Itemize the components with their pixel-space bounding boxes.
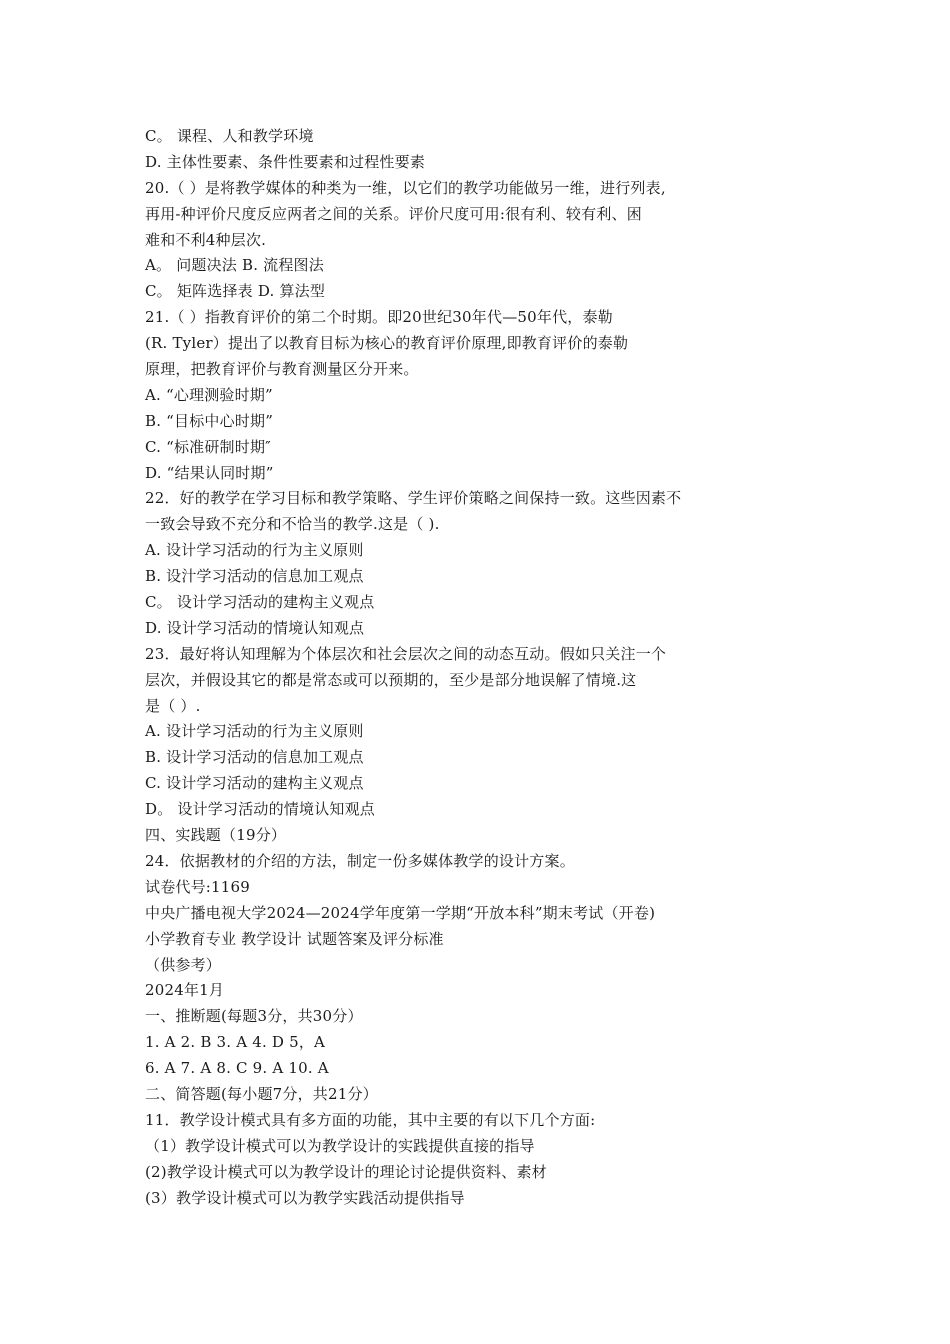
- answer-line: 1. A 2. B 3. A 4. D 5，A: [145, 1033, 326, 1052]
- option-line: C. 设计学习活动的建构主义观点: [145, 774, 364, 793]
- option-line: D。 设计学习活动的情境认知观点: [145, 800, 375, 819]
- answer-11-line: (2)教学设计模式可以为教学设计的理论讨论提供资料、素材: [145, 1162, 547, 1181]
- question-23-line: 层次，并假设其它的都是常态或可以预期的，至少是部分地误解了情境.这: [145, 670, 637, 689]
- option-line: B. 设计学习活动的信息加工观点: [145, 748, 364, 767]
- option-line: C。 课程、人和教学环境: [145, 127, 314, 145]
- option-line: A. 设计学习活动的行为主义原则: [145, 722, 364, 741]
- question-22-line: 一致会导致不充分和不恰当的教学.这是（ ).: [145, 515, 440, 534]
- answer-11-line: (3）教学设计模式可以为教学实践活动提供指导: [145, 1188, 465, 1207]
- reference-note: （供参考）: [145, 955, 222, 974]
- question-21-line: 21.（ ）指教育评价的第二个时期。即20世纪30年代—50年代，泰勒: [145, 308, 613, 327]
- option-line: D. 设计学习活动的情境认知观点: [145, 618, 365, 637]
- question-22-line: 22．好的教学在学习目标和教学策略、学生评价策略之间保持一致。这些因素不: [145, 489, 682, 508]
- answer-key-title: 中央广播电视大学2024—2024学年度第一学期“开放本科”期末考试（开卷): [145, 903, 656, 922]
- question-21-line: 原理，把教育评价与教育测量区分开来。: [145, 360, 419, 379]
- answer-key-subtitle: 小学教育专业 教学设计 试题答案及评分标准: [145, 929, 444, 948]
- option-line: C。 矩阵选择表 D. 算法型: [145, 282, 326, 301]
- answer-11-line: 11．教学设计模式具有多方面的功能，其中主要的有以下几个方面:: [145, 1110, 596, 1129]
- question-20-line: 20.（ ）是将教学媒体的种类为一维，以它们的教学功能做另一维，进行列表,: [145, 178, 666, 197]
- option-line: D. 主体性要素、条件性要素和过程性要素: [145, 152, 426, 171]
- answer-11-line: （1）教学设计模式可以为教学设计的实践提供直接的指导: [145, 1136, 535, 1155]
- question-24-line: 24．依据教材的介绍的方法，制定一份多媒体教学的设计方案。: [145, 851, 575, 870]
- option-line: B. 设汁学习活动的信息加工观点: [145, 567, 364, 586]
- question-20-line: 再用-种评价尺度反应两者之间的关系。评价尺度可用:很有利、较有利、困: [145, 204, 642, 223]
- option-line: C。 设计学习活动的建构主义观点: [145, 593, 375, 612]
- option-line: A. 设计学习活动的行为主义原则: [145, 541, 364, 560]
- option-line: A。 问题决法 B. 流程图法: [145, 256, 324, 275]
- question-23-line: 23．最好将认知理解为个体层次和社会层次之间的动态互动。假如只关注一个: [145, 644, 667, 663]
- option-line: B. “目标中心时期”: [145, 411, 274, 430]
- question-20-line: 难和不利4种层次.: [145, 230, 267, 249]
- section-heading: 一、推断题(每题3分，共30分）: [145, 1007, 363, 1026]
- question-23-line: 是（ ）.: [145, 696, 201, 715]
- section-heading: 二、简答题(每小题7分，共21分）: [145, 1084, 378, 1103]
- option-line: D. “结果认同时期”: [145, 463, 274, 482]
- option-line: C. “标准研制时期″: [145, 437, 271, 456]
- answer-key-date: 2024年1月: [145, 981, 225, 1000]
- paper-code: 试卷代号:1169: [145, 877, 251, 896]
- section-heading: 四、实践题（19分）: [145, 826, 287, 845]
- question-21-line: (R. Tyler）提出了以教育目标为核心的教育评价原理,即教育评价的泰勒: [145, 334, 629, 353]
- option-line: A. “心理测验时期”: [145, 385, 273, 404]
- document-body: [145, 124, 745, 1211]
- answer-line: 6. A 7. A 8. C 9. A 10. A: [145, 1059, 329, 1078]
